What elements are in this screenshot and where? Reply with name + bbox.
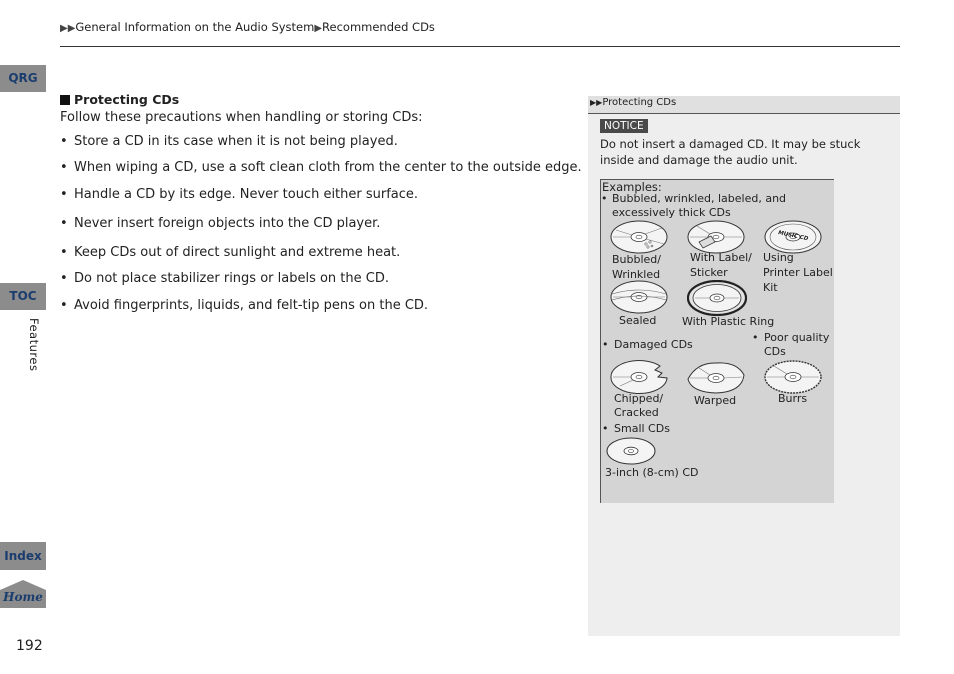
list-item: • When wiping a CD, use a soft clean cloth from the center to the outside edge. bbox=[60, 160, 582, 175]
header-divider bbox=[60, 46, 900, 47]
sealed-label: Sealed bbox=[619, 314, 657, 327]
plastic-ring-label: With Plastic Ring bbox=[682, 315, 775, 328]
bullet-dot: • bbox=[601, 192, 608, 205]
burrs-cd-icon bbox=[764, 360, 822, 394]
home-label: Home bbox=[3, 590, 43, 604]
disc-label-text: MUSIC CD bbox=[777, 230, 809, 243]
sticker-label: With Label/ bbox=[690, 251, 752, 264]
double-arrow-icon: ▶▶ bbox=[60, 23, 76, 34]
small-cd-icon bbox=[606, 437, 656, 465]
list-item: • Keep CDs out of direct sunlight and extreme heat. bbox=[60, 245, 401, 260]
list-item: • Never insert foreign objects into the CD player. bbox=[60, 216, 381, 231]
square-bullet-icon bbox=[60, 95, 70, 105]
sidebar-header: ▶▶Protecting CDs bbox=[588, 96, 900, 114]
chipped-label: Cracked bbox=[614, 406, 659, 419]
printer-label: Using bbox=[763, 251, 794, 264]
warped-cd-icon bbox=[687, 360, 745, 396]
list-item: • Avoid fingerprints, liquids, and felt-tip pens on the CD. bbox=[60, 298, 429, 313]
breadcrumb bbox=[60, 20, 435, 34]
poor-quality-label: CDs bbox=[764, 345, 786, 358]
index-tab[interactable]: Index bbox=[0, 542, 46, 570]
page-number: 192 bbox=[16, 638, 43, 654]
list-item: • Store a CD in its case when it is not being played. bbox=[60, 134, 398, 149]
small-cd-size-label: 3-inch (8-cm) CD bbox=[605, 466, 699, 479]
labeled-cd-icon bbox=[687, 220, 745, 254]
printer-label: Kit bbox=[763, 281, 778, 294]
bullet-dot: • bbox=[602, 422, 609, 435]
printer-label: Printer Label bbox=[763, 266, 833, 279]
sticker-label: Sticker bbox=[690, 266, 728, 279]
printer-label-cd-icon bbox=[764, 220, 822, 254]
plastic-ring-cd-icon bbox=[687, 280, 747, 316]
arrow-icon: ▶ bbox=[314, 23, 323, 34]
group1-label: excessively thick CDs bbox=[612, 206, 731, 219]
intro-text: Follow these precautions when handling or storing CDs: bbox=[60, 110, 423, 125]
sealed-cd-icon bbox=[610, 280, 668, 314]
section-label: Features bbox=[27, 318, 41, 372]
breadcrumb-current: Recommended CDs bbox=[322, 20, 435, 34]
bubbled-label: Wrinkled bbox=[612, 268, 661, 281]
burrs-label: Burrs bbox=[778, 392, 808, 405]
group1-label: Bubbled, wrinkled, labeled, and bbox=[612, 192, 787, 205]
small-cds-label: Small CDs bbox=[614, 422, 670, 435]
bubbled-cd-icon bbox=[610, 220, 668, 254]
home-icon bbox=[0, 580, 46, 608]
qrg-tab[interactable]: QRG bbox=[0, 65, 46, 92]
damaged-label: Damaged CDs bbox=[614, 338, 693, 351]
examples-figure bbox=[600, 179, 834, 503]
notice-text: Do not insert a damaged CD. It may be stuck inside and damage the audio unit. bbox=[600, 137, 861, 167]
list-item: • Do not place stabilizer rings or labels on the CD. bbox=[60, 271, 389, 286]
breadcrumb-link-audio-system[interactable]: General Information on the Audio System bbox=[75, 20, 315, 34]
chipped-cd-icon bbox=[610, 360, 668, 394]
double-arrow-icon: ▶▶ bbox=[590, 98, 603, 107]
section-title: Protecting CDs bbox=[60, 92, 580, 107]
examples-title: Examples: bbox=[602, 180, 662, 194]
warped-label: Warped bbox=[694, 394, 737, 407]
bullet-dot: • bbox=[602, 338, 609, 351]
poor-quality-label: Poor quality bbox=[764, 331, 830, 344]
list-item: • Handle a CD by its edge. Never touch either surface. bbox=[60, 187, 419, 202]
sidebar-panel bbox=[588, 96, 900, 636]
home-tab[interactable] bbox=[0, 580, 46, 608]
main-content bbox=[60, 92, 582, 313]
bullet-dot: • bbox=[752, 331, 759, 344]
toc-tab[interactable]: TOC bbox=[0, 283, 46, 310]
chipped-label: Chipped/ bbox=[614, 392, 664, 405]
bubbled-label: Bubbled/ bbox=[612, 253, 661, 266]
notice-badge: NOTICE bbox=[600, 119, 648, 133]
